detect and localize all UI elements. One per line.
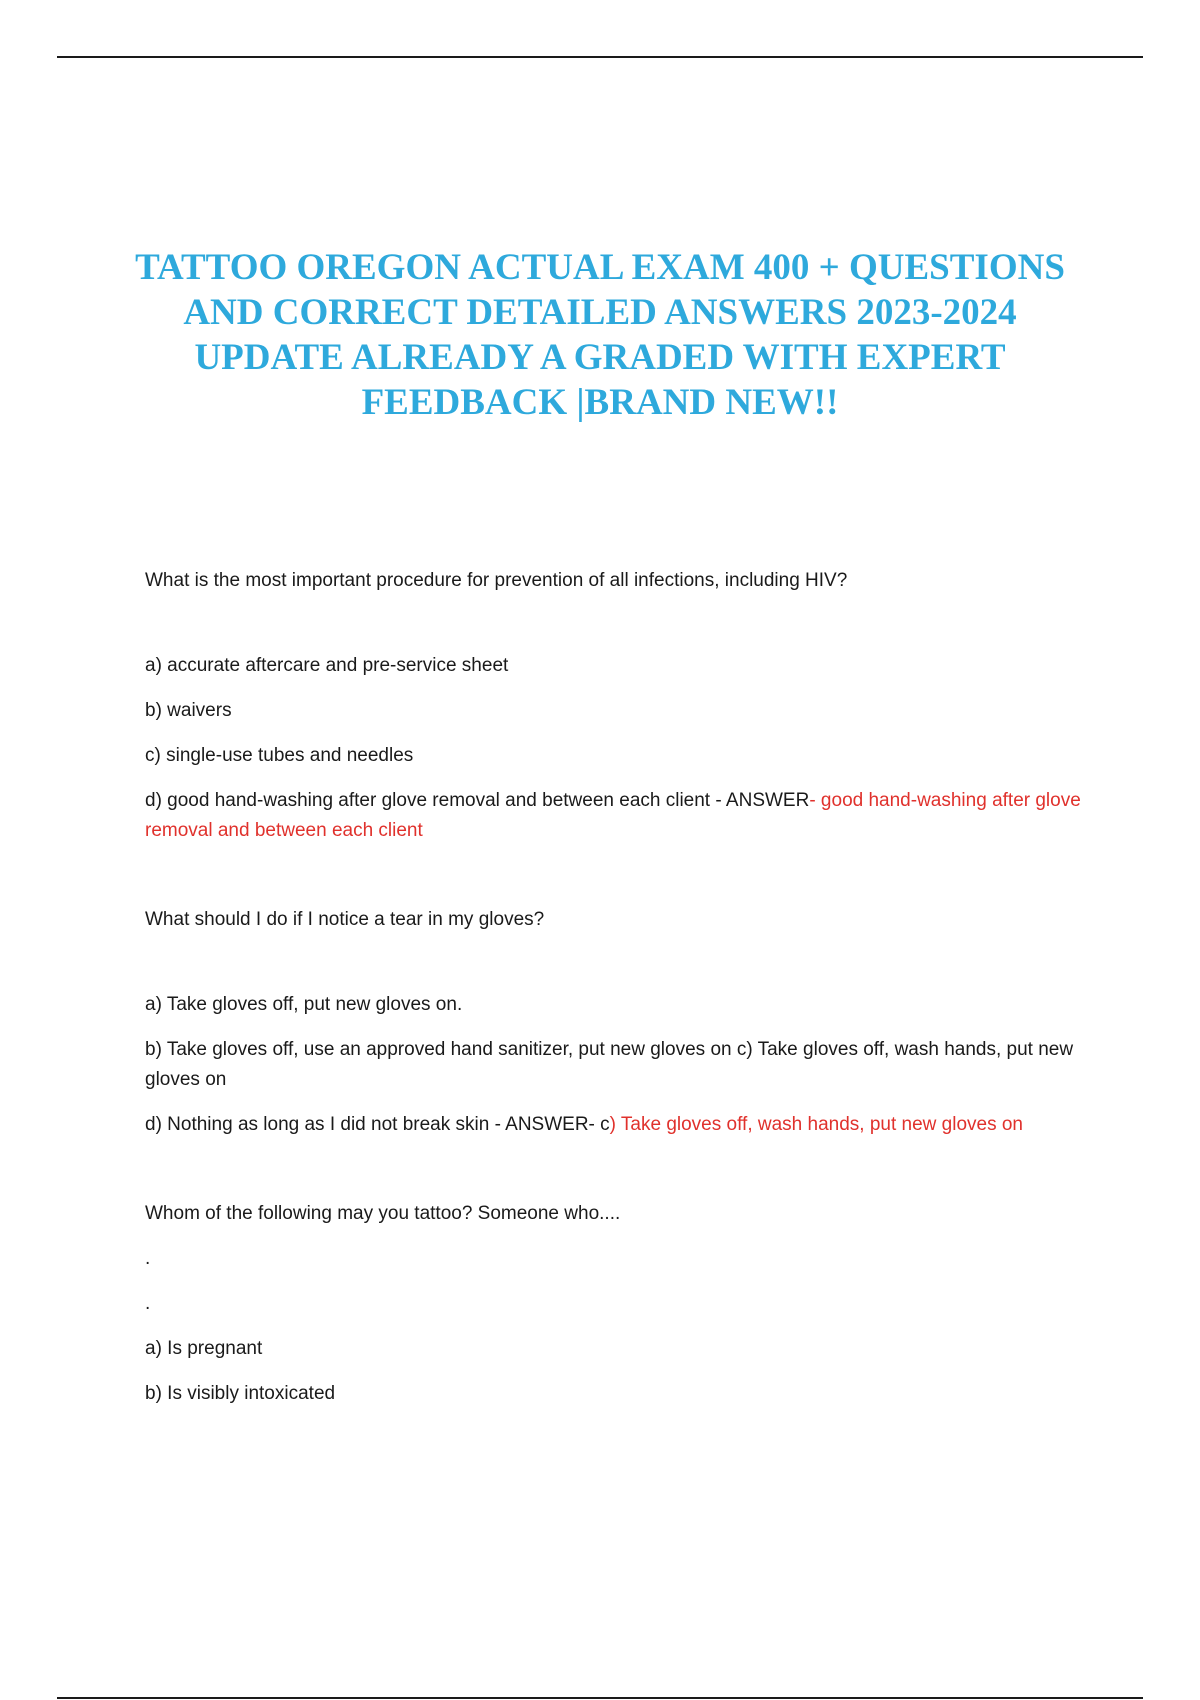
ellipsis-dot: . [145, 1293, 151, 1314]
question-text: What should I do if I notice a tear in my gloves? [145, 909, 545, 930]
answer-option-with-answer [145, 786, 1095, 846]
answer-option: b) Take gloves off, use an approved hand sanitizer, put new gloves on c) Take gloves off, wash hands, put new gloves on [145, 1039, 1074, 1090]
answer-option: a) Is pregnant [145, 1338, 263, 1359]
answer-option: a) Take gloves off, put new gloves on. [145, 994, 463, 1015]
answer-option-with-answer [145, 1110, 1095, 1140]
question-text: What is the most important procedure for prevention of all infections, including HIV? [145, 570, 848, 591]
answer-option: a) accurate aftercare and pre-service sheet [145, 655, 509, 676]
answer-option-text: d) good hand-washing after glove removal and between each client - ANSWER [145, 790, 810, 811]
document-title: TATTOO OREGON ACTUAL EXAM 400 + QUESTIONS AND CORRECT DETAILED ANSWERS 2023-2024 UPDATE ALREADY A GRADED WITH EXPERT FEEDBACK |BRAND NEW!! [135, 247, 1065, 423]
correct-answer: - good hand-washing after glove removal and between each client [145, 790, 1081, 841]
correct-answer: ) Take gloves off, wash hands, put new gloves on [609, 1114, 1023, 1135]
footer-rule [57, 1697, 1143, 1699]
header-rule [57, 56, 1143, 58]
question-text: Whom of the following may you tattoo? Someone who.... [145, 1203, 621, 1224]
ellipsis-dot: . [145, 1248, 151, 1269]
answer-option: b) Is visibly intoxicated [145, 1383, 336, 1404]
answer-option-text: d) Nothing as long as I did not break skin - ANSWER- c [145, 1114, 610, 1135]
answer-option: b) waivers [145, 700, 232, 721]
answer-option: c) single-use tubes and needles [145, 745, 414, 766]
exam-content [145, 566, 1095, 1424]
